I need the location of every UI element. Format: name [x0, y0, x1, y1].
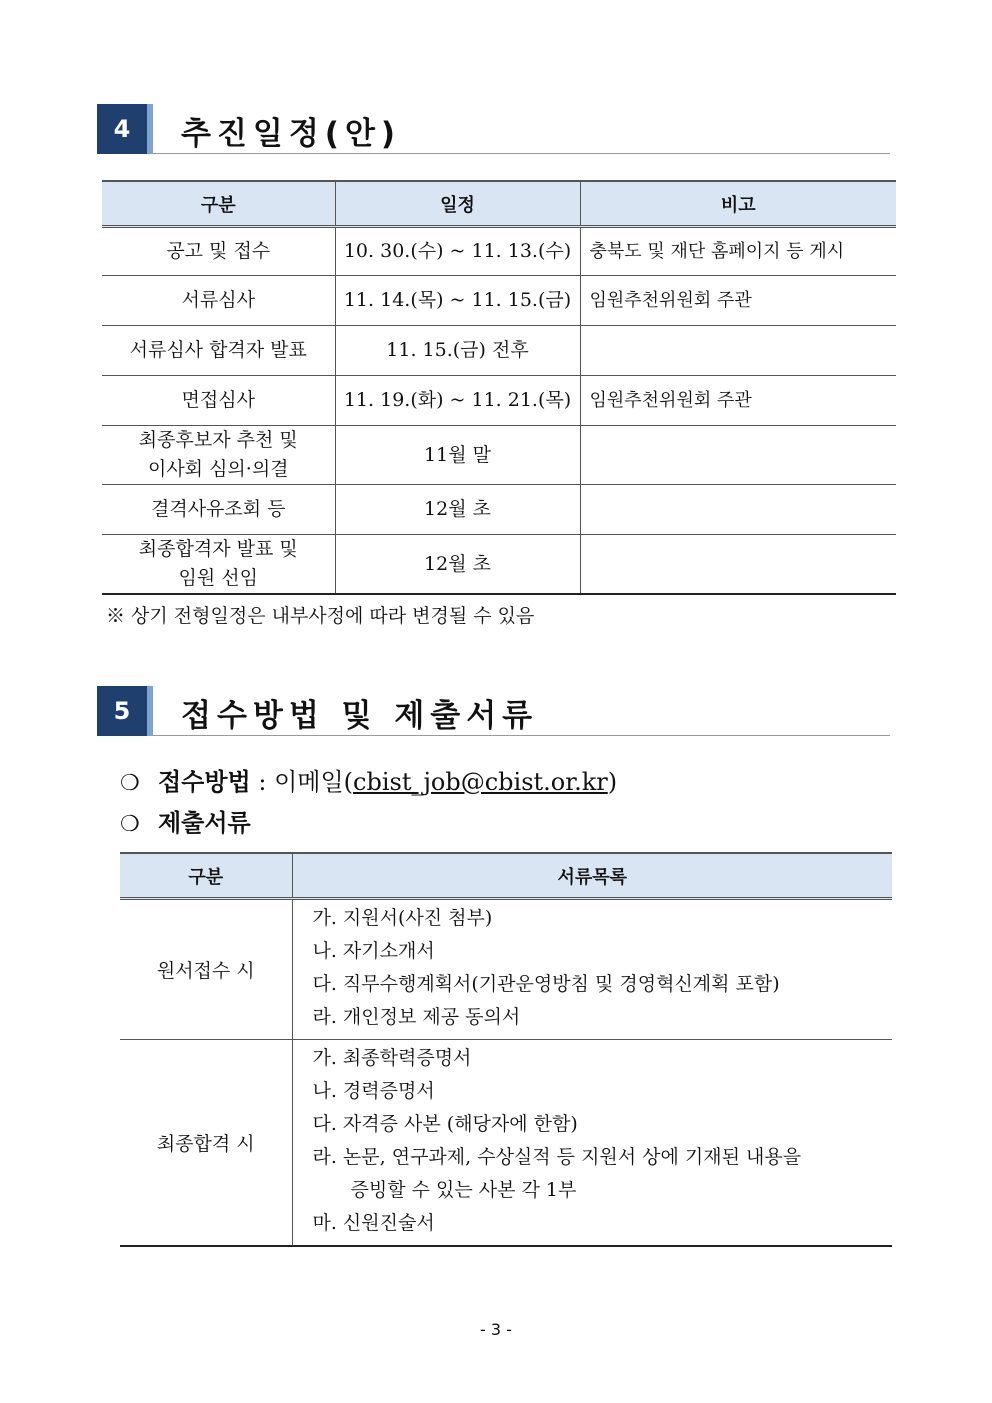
list-item-continuation: 증빙할 수 있는 사본 각 1부	[350, 1179, 577, 1201]
row-schedule: 12월 초	[335, 535, 580, 595]
row-category: 원서접수 시	[120, 899, 292, 1040]
row-category: 최종합격 시	[120, 1040, 292, 1247]
table-row	[102, 227, 896, 276]
circle-bullet-icon: ❍	[120, 771, 140, 796]
section-divider	[153, 735, 890, 736]
row-note: 충북도 및 재단 홈페이지 등 게시	[580, 227, 896, 276]
documents-label: 제출서류	[158, 809, 251, 837]
row-category-line: 이사회 심의·의결	[147, 458, 289, 480]
table-row	[120, 899, 892, 1040]
document-list	[292, 1040, 892, 1247]
row-note	[580, 535, 896, 595]
table-row	[120, 1040, 892, 1247]
row-category-line: 최종합격자 발표 및	[138, 538, 298, 560]
schedule-table	[102, 180, 896, 595]
table-row	[102, 376, 896, 426]
section-title: 추진일정(안)	[181, 116, 402, 152]
row-note	[580, 426, 896, 485]
table-row	[102, 426, 896, 485]
row-category: 서류심사 합격자 발표	[102, 326, 335, 376]
section-title: 접수방법 및 제출서류	[181, 698, 539, 734]
list-item: 라. 논문, 연구과제, 수상실적 등 지원서 상에 기재된 내용을	[312, 1146, 802, 1168]
list-item: 다. 자격증 사본 (해당자에 한함)	[312, 1113, 578, 1135]
row-schedule: 11. 19.(화) ~ 11. 21.(목)	[335, 376, 580, 426]
column-header-schedule: 일정	[335, 181, 580, 227]
section-number-badge: 4	[97, 104, 147, 154]
row-category: 서류심사	[102, 276, 335, 326]
method-close: )	[607, 768, 618, 796]
list-item: 가. 지원서(사진 첨부)	[312, 907, 493, 929]
column-header-note: 비고	[580, 181, 896, 227]
table-header-row	[120, 853, 892, 899]
row-note: 임원추천위원회 주관	[580, 276, 896, 326]
row-category	[102, 426, 335, 485]
submission-method-bullet	[120, 762, 617, 797]
list-item: 라. 개인정보 제공 동의서	[312, 1006, 521, 1028]
method-label: 접수방법	[158, 768, 251, 796]
row-category	[102, 535, 335, 595]
method-separator: :	[250, 768, 275, 796]
row-note	[580, 485, 896, 535]
documents-table	[120, 852, 892, 1247]
row-schedule: 11. 14.(목) ~ 11. 15.(금)	[335, 276, 580, 326]
schedule-footnote: ※ 상기 전형일정은 내부사정에 따라 변경될 수 있음	[106, 605, 535, 627]
table-row	[102, 535, 896, 595]
row-schedule: 11월 말	[335, 426, 580, 485]
row-category: 결격사유조회 등	[102, 485, 335, 535]
list-item: 다. 직무수행계획서(기관운영방침 및 경영혁신계획 포함)	[312, 973, 780, 995]
row-category-line: 최종후보자 추천 및	[138, 429, 298, 451]
section-4-header	[97, 104, 890, 154]
section-5-header	[97, 686, 890, 736]
row-category: 면접심사	[102, 376, 335, 426]
row-category: 공고 및 접수	[102, 227, 335, 276]
table-row	[102, 276, 896, 326]
row-note: 임원추천위원회 주관	[580, 376, 896, 426]
document-list	[292, 899, 892, 1040]
method-text: 이메일(	[274, 768, 354, 796]
row-schedule: 11. 15.(금) 전후	[335, 326, 580, 376]
list-item: 마. 신원진술서	[312, 1212, 435, 1234]
table-header-row	[102, 181, 896, 227]
row-category-line: 임원 선임	[178, 567, 258, 589]
row-schedule: 12월 초	[335, 485, 580, 535]
list-item: 나. 자기소개서	[312, 940, 435, 962]
list-item: 나. 경력증명서	[312, 1080, 435, 1102]
table-row	[102, 485, 896, 535]
row-schedule: 10. 30.(수) ~ 11. 13.(수)	[335, 227, 580, 276]
column-header-category: 구분	[102, 181, 335, 227]
column-header-documents: 서류목록	[292, 853, 892, 899]
row-note	[580, 326, 896, 376]
section-divider	[153, 153, 890, 154]
table-row	[102, 326, 896, 376]
column-header-category: 구분	[120, 853, 292, 899]
circle-bullet-icon: ❍	[120, 812, 140, 837]
section-number-badge: 5	[97, 686, 147, 736]
list-item: 가. 최종학력증명서	[312, 1047, 472, 1069]
documents-bullet	[120, 803, 251, 838]
page-number: - 3 -	[480, 1320, 512, 1339]
email-link[interactable]: cbist_job@cbist.or.kr	[353, 768, 608, 796]
